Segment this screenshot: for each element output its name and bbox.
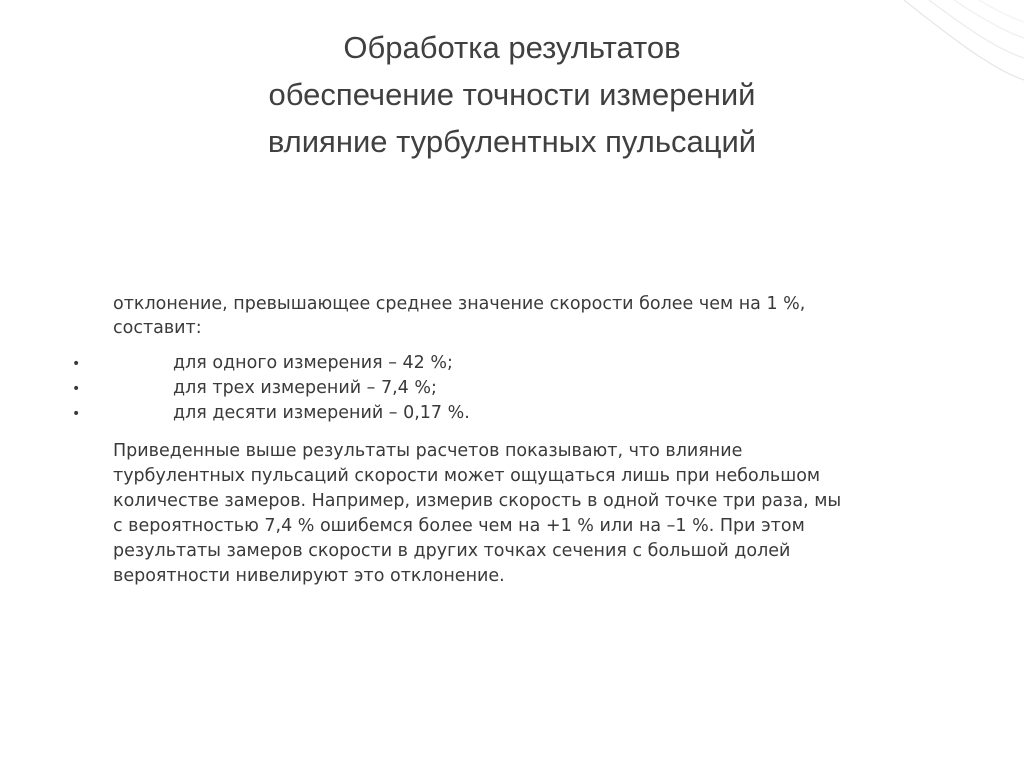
bullet-marker: • — [72, 381, 81, 397]
title-line-1: Обработка результатов — [343, 30, 681, 65]
paragraph-line: количестве замеров. Например, измерив скорость в одной точке три раза, мы — [113, 491, 842, 511]
paragraph-line: результаты замеров скорости в других точках сечения с большой долей — [113, 541, 791, 561]
intro-line-1: отклонение, превышающее среднее значение скорости более чем на 1 %, — [113, 294, 806, 314]
title-line-3: влияние турбулентных пульсаций — [267, 124, 757, 159]
paragraph-line: вероятности нивелируют это отклонение. — [113, 566, 505, 586]
bullet-text: для трех измерений – 7,4 %; — [173, 378, 437, 398]
intro-line-2: составит: — [113, 318, 202, 338]
bullet-text: для одного измерения – 42 %; — [173, 353, 453, 373]
bullet-marker: • — [72, 406, 81, 422]
paragraph-line: Приведенные выше результаты расчетов показывают, что влияние — [113, 441, 743, 461]
title-line-2: обеспечение точности измерений — [268, 77, 756, 112]
bullet-text: для десяти измерений – 0,17 %. — [173, 403, 470, 423]
bullet-marker: • — [72, 356, 81, 372]
paragraph-line: с вероятностью 7,4 % ошибемся более чем на +1 % или на –1 %. При этом — [113, 516, 805, 536]
paragraph-line: турбулентных пульсаций скорости может ощущаться лишь при небольшом — [113, 466, 821, 486]
